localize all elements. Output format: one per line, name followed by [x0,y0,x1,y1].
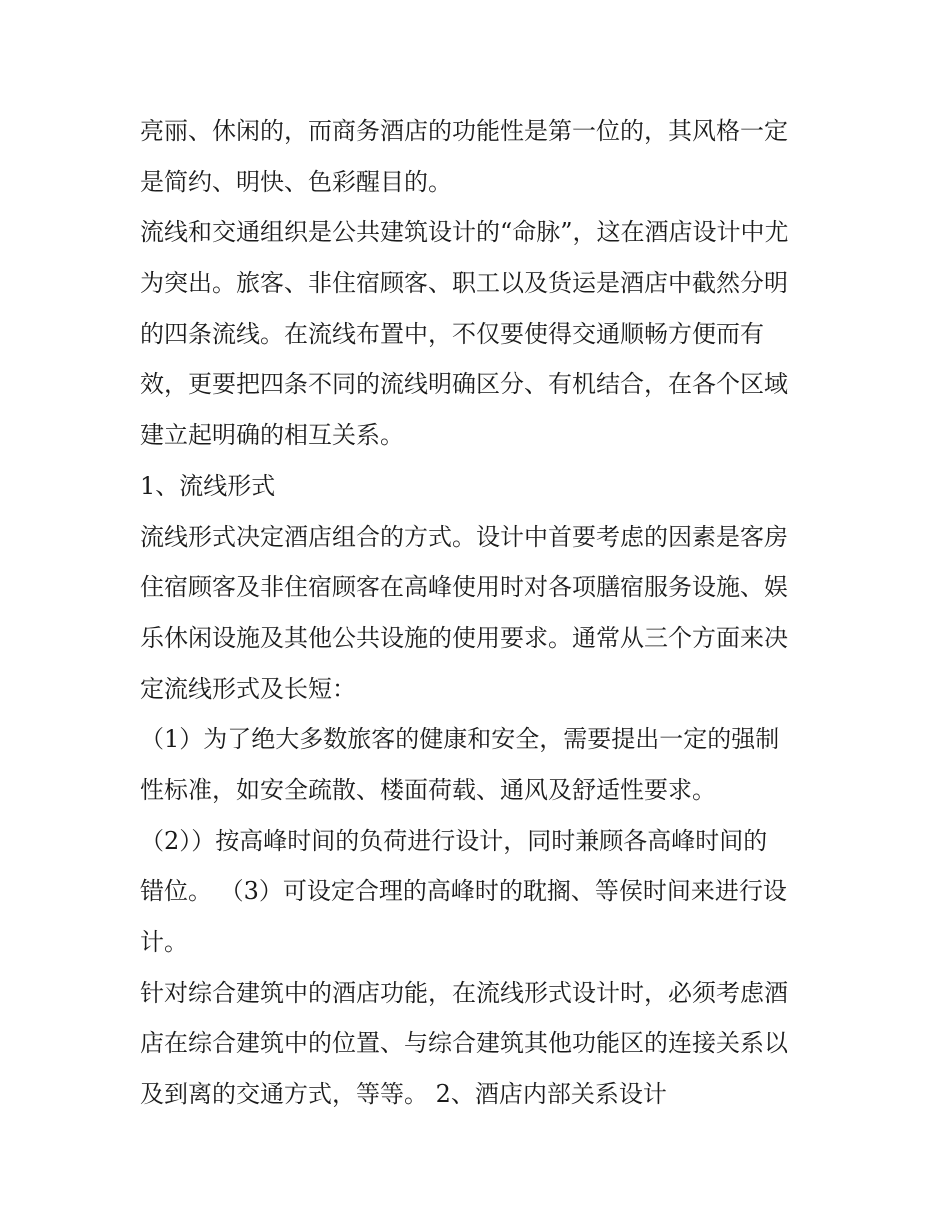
text-line: 乐休闲设施及其他公共设施的使用要求。通常从三个方面来决 [140,623,788,652]
document-body [140,106,820,1120]
text-line: 针对综合建筑中的酒店功能，在流线形式设计时，必须考虑酒 [140,978,788,1007]
text-line: （1）为了绝大多数旅客的健康和安全，需要提出一定的强制 [140,725,780,754]
list-item-2-3 [140,816,820,968]
text-line: 为突出。旅客、非住宿顾客、职工以及货运是酒店中截然分明 [140,269,788,298]
text-line: 的四条流线。在流线布置中，不仅要使得交通顺畅方便而有 [140,319,764,348]
text-line: 流线和交通组织是公共建筑设计的“命脉”，这在酒店设计中尤 [140,218,789,247]
text-line: 效，更要把四条不同的流线明确区分、有机结合，在各个区域 [140,370,788,399]
text-line: 亮丽、休闲的，而商务酒店的功能性是第一位的，其风格一定 [140,117,788,145]
text-line: 住宿顾客及非住宿顾客在高峰使用时对各项膳宿服务设施、娱 [140,573,788,602]
text-line: （2））按高峰时间的负荷进行设计，同时兼顾各高峰时间的 [140,826,768,855]
text-line: 店在综合建筑中的位置、与综合建筑其他功能区的连接关系以 [140,1029,788,1058]
text-line: 定流线形式及长短： [140,674,356,703]
paragraph-circulation-form [140,512,820,715]
text-line: 计。 [140,928,188,956]
text-line: 流线形式决定酒店组合的方式。设计中首要考虑的因素是客房 [140,522,788,551]
list-item-1 [140,714,820,815]
text-line: 是简约、明快、色彩醒目的。 [140,167,452,196]
section-heading-circulation-form [140,461,820,512]
paragraph-style-ending [140,106,820,207]
text-line: 及到离的交通方式，等等。 2、酒店内部关系设计 [140,1080,667,1109]
text-line: 建立起明确的相互关系。 [140,421,404,450]
text-line: 错位。 （3）可设定合理的高峰时的耽搁、等侯时间来进行设 [140,877,787,906]
text-line: 性标准，如安全疏散、楼面荷载、通风及舒适性要求。 [140,775,716,804]
paragraph-complex-building [140,968,820,1120]
paragraph-circulation-intro [140,207,820,460]
heading-line: 1、流线形式 [140,471,276,500]
